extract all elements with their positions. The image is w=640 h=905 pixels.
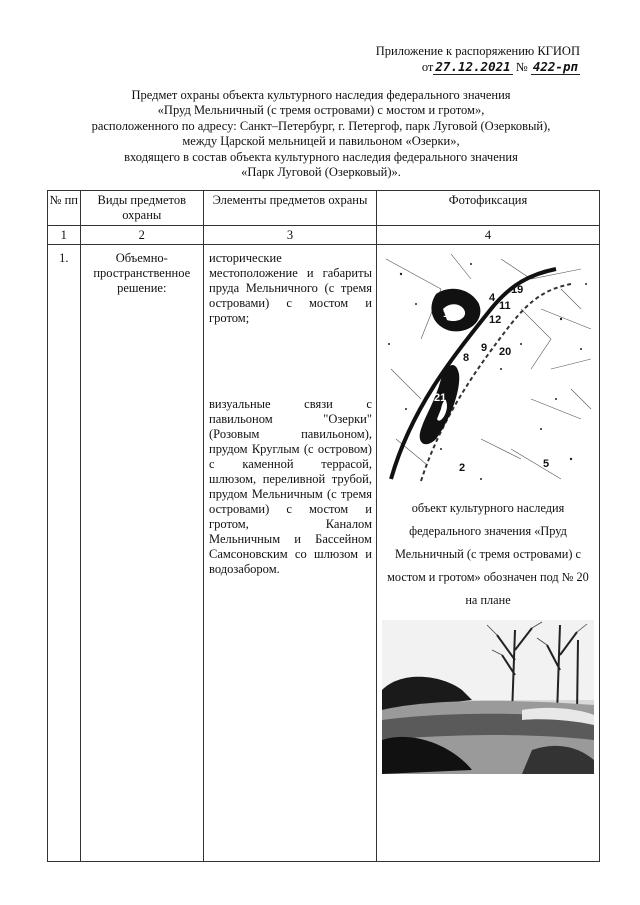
column-number-row: [48, 226, 600, 245]
appendix-header: [376, 44, 580, 75]
number-prefix: №: [515, 60, 528, 74]
map-label: 19: [510, 284, 524, 296]
title-line: Предмет охраны объекта культурного наследия федерального значения: [131, 88, 511, 102]
handwritten-number: 422-рп: [532, 59, 578, 74]
map-label: 9: [480, 342, 488, 354]
title-line: между Царской мельницей и павильоном «Озерки»,: [182, 134, 460, 149]
map-label: 21: [433, 392, 447, 404]
photo-fixation: [376, 245, 599, 862]
map-label: 12: [488, 314, 502, 326]
header-photo: Фотофиксация: [376, 191, 599, 226]
map-label: 20: [498, 346, 512, 358]
table-header-row: [48, 191, 600, 226]
header-elements: Элементы предметов охраны: [204, 191, 377, 226]
table-row: [48, 245, 600, 862]
appendix-line: Приложение к распоряжению КГИОП: [375, 44, 580, 58]
pond-photograph: [382, 620, 594, 774]
document-title: [40, 88, 602, 180]
map-label: 2: [458, 462, 466, 474]
title-line: «Пруд Мельничный (с тремя островами) с мостом и гротом»,: [157, 103, 485, 118]
map-label: 4: [488, 292, 496, 304]
handwritten-date: 27.12.2021: [435, 59, 511, 74]
row-number: 1.: [48, 245, 81, 862]
elements-location-text: исторические местоположение и габариты пруда Мельничного (с тремя островами) с мостом и гротом;: [209, 251, 372, 325]
protection-table: [47, 190, 600, 862]
title-line: входящего в состав объекта культурного наследия федерального значения: [124, 149, 518, 164]
date-prefix: от: [421, 60, 434, 74]
protection-elements: [204, 245, 377, 862]
map-label: 10: [442, 308, 456, 320]
col-number: 3: [204, 226, 377, 245]
title-line: «Парк Луговой (Озерковый)».: [241, 165, 401, 180]
elements-visual-links-text: визуальные связи с павильоном "Озерки" (Розовым павильоном), прудом Круглым (с островом) с каменной террасой, шлюзом, переливной трубой, прудом Мельничным (с тремя островами) с мостом и гротом, Каналом Мельничным и Бассейном Самсоновским со шлюзом и водозабором.: [209, 397, 372, 576]
date-number-line: [376, 59, 580, 75]
col-number: 2: [80, 226, 204, 245]
map-label: 11: [498, 300, 511, 312]
col-number: 1: [48, 226, 81, 245]
header-number: № пп: [48, 191, 81, 226]
site-plan-map: [381, 249, 595, 489]
header-type: Виды предметов охраны: [80, 191, 204, 226]
title-line: расположенного по адресу: Санкт–Петербург, г. Петергоф, парк Луговой (Озерковый),: [91, 118, 551, 133]
col-number: 4: [376, 226, 599, 245]
photo-caption: объект культурного наследия федерального значения «Пруд Мельничный (с тремя островами) с мостом и гротом» обозначен под № 20 на плане: [387, 501, 589, 607]
map-label: 8: [462, 352, 470, 364]
protection-type: Объемно-пространственное решение:: [80, 245, 204, 862]
map-label: 5: [542, 458, 550, 470]
